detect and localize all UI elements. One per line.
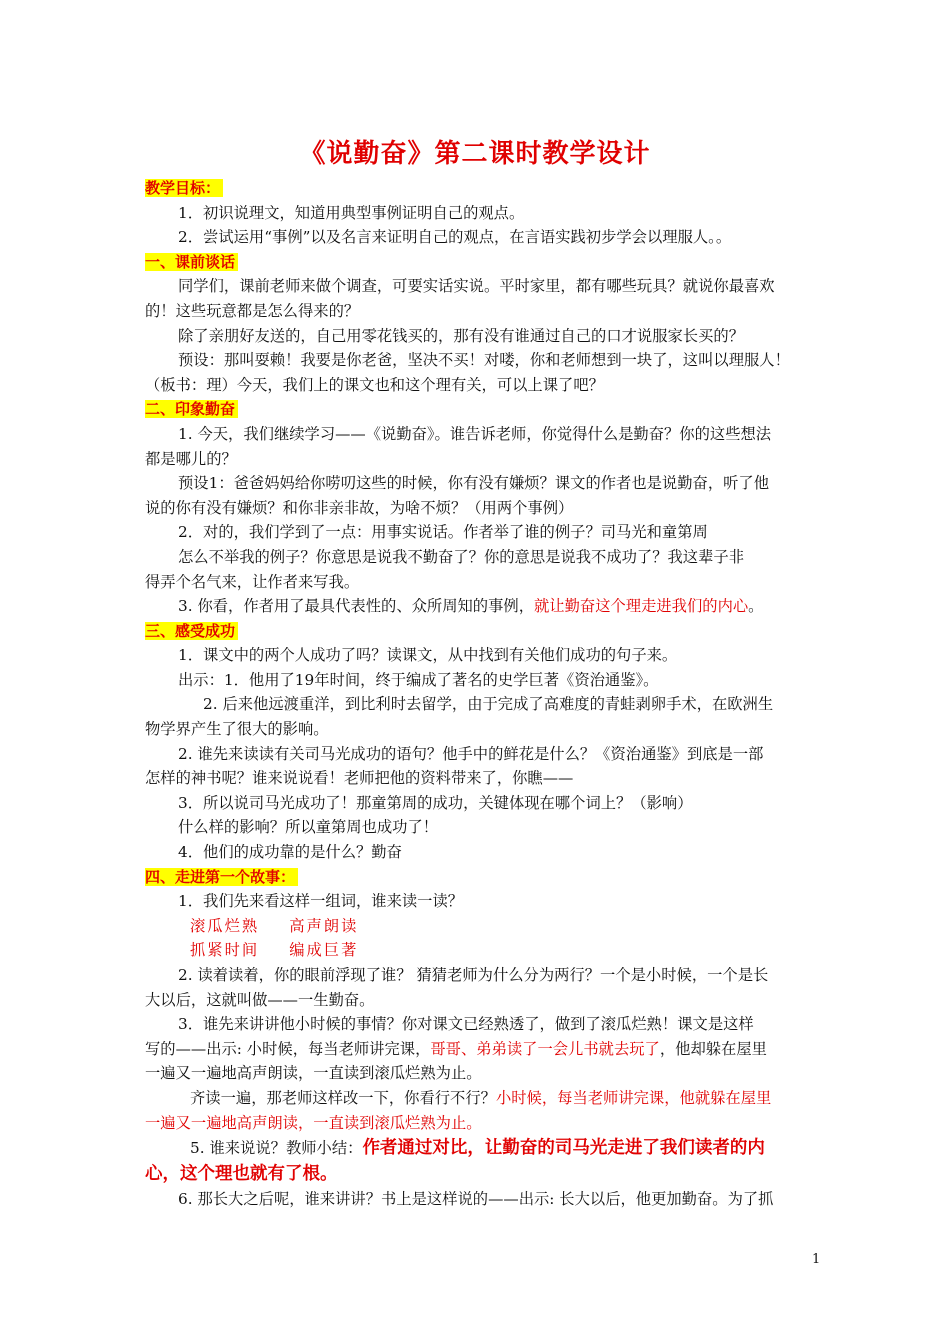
paragraph-line: 2. 后来他远渡重洋，到比利时去留学，由于完成了高难度的青蛙剥卵手术，在欧洲生 (203, 695, 774, 714)
vocab-word: 抓紧时间 (190, 941, 260, 960)
vocab-word: 滚瓜烂熟 (190, 916, 260, 935)
highlighted-phrase: 就让勤奋这个理走进我们的内心 (534, 597, 749, 616)
paragraph-line: 都是哪儿的？ (145, 449, 237, 468)
paragraph-line: 2. 谁先来读读有关司马光成功的语句？他手中的鲜花是什么？《资治通鉴》到底是一部 (178, 744, 764, 763)
section-heading-3: 三、感受成功 (145, 619, 813, 644)
paragraph-line: 3．所以说司马光成功了！那童第周的成功，关键体现在哪个词上？（影响） (178, 793, 693, 812)
highlighted-phrase: 小时候，每当老师讲完课，他就躲在屋里 (495, 1088, 772, 1107)
paragraph-line: 1. 今天，我们继续学习——《说勤奋》。谁告诉老师，你觉得什么是勤奋？你的这些想法 (178, 424, 772, 443)
paragraph-line: 预设1：爸爸妈妈给你唠叨这些的时候，你有没有嫌烦？课文的作者也是说勤奋，听了他 (178, 474, 770, 493)
paragraph-line: 一遍又一遍地高声朗读，一直读到滚瓜烂熟为止。 (145, 1064, 482, 1083)
document-title: 《说勤奋》第二课时教学设计 (299, 139, 651, 169)
highlighted-phrase: 哥哥、弟弟读了一会儿书就去玩了 (430, 1039, 660, 1058)
paragraph-line: 怎么不举我的例子？你意思是说我不勤奋了？你的意思是说我不成功了？我这辈子非 (178, 547, 744, 566)
section-heading-2: 二、印象勤奋 (145, 397, 813, 422)
document-body (145, 176, 813, 1212)
section-heading-4: 四、走进第一个故事： (145, 865, 813, 890)
paragraph-line: 预设：那叫耍赖！我要是你老爸，坚决不买！对喽，你和老师想到一块了，这叫以理服人！ (178, 351, 790, 370)
paragraph-line: 1．初识说理文，知道用典型事例证明自己的观点。 (178, 203, 525, 222)
paragraph-line (145, 1161, 813, 1187)
summary-phrase: 心，这个理也就有了根。 (145, 1164, 338, 1185)
section-heading-1: 一、课前谈话 (145, 250, 813, 275)
paragraph-line: 一遍又一遍地高声朗读，一直读到滚瓜烂熟为止。 (145, 1113, 482, 1132)
section-heading-goals: 教学目标： (145, 176, 813, 201)
paragraph-line: 什么样的影响？所以童第周也成功了！ (178, 818, 439, 837)
paragraph-line: 齐读一遍，那老师这样改一下，你看行不行？小时候，每当老师讲完课，他就躲在屋里 (190, 1088, 772, 1107)
paragraph-line: 3. 你看，作者用了最具代表性的、众所周知的事例，就让勤奋这个理走进我们的内心。 (178, 597, 764, 616)
vocab-row (145, 938, 813, 963)
paragraph-line: 说的你有没有嫌烦？和你非亲非故，为啥不烦？（用两个事例） (145, 498, 574, 517)
paragraph-line: 得弄个名气来，让作者来写我。 (145, 572, 360, 591)
paragraph-line: 2. 读着读着，你的眼前浮现了谁？ 猜猜老师为什么分为两行？一个是小时候，一个是长 (178, 966, 769, 984)
page-number: 1 (812, 1252, 821, 1267)
vocab-row (145, 914, 813, 939)
paragraph-line: 大以后，这就叫做——一生勤奋。 (145, 990, 375, 1009)
paragraph-line: 写的——出示: 小时候，每当老师讲完课，哥哥、弟弟读了一会儿书就去玩了，他却躲在屋里 (145, 1039, 767, 1058)
paragraph-line: 同学们，课前老师来做个调查，可要实话实说。平时家里，都有哪些玩具？就说你最喜欢 (178, 277, 775, 296)
paragraph-line: 出示：1．他用了19年时间，终于编成了著名的史学巨著《资治通鉴》。 (178, 670, 659, 689)
paragraph-line: 6. 那长大之后呢，谁来讲讲？书上是这样说的——出示: 长大以后，他更加勤奋。为了抓 (178, 1190, 774, 1209)
paragraph-line: 的！这些玩意都是怎么得来的？ (145, 301, 360, 320)
paragraph-line: 4．他们的成功靠的是什么？勤奋 (178, 843, 402, 862)
paragraph-line: 2．对的，我们学到了一点：用事实说话。作者举了谁的例子？司马光和童第周 (178, 523, 708, 542)
paragraph-line: （板书：理）今天，我们上的课文也和这个理有关，可以上课了吧？ (145, 375, 604, 394)
paragraph-line: 1．课文中的两个人成功了吗？读课文，从中找到有关他们成功的句子来。 (178, 646, 678, 665)
paragraph-line: 物学界产生了很大的影响。 (145, 720, 329, 739)
paragraph-line: 怎样的神书呢？谁来说说看！老师把他的资料带来了，你瞧—— (145, 769, 574, 788)
paragraph-line: 2．尝试运用“事例”以及名言来证明自己的观点，在言语实践初步学会以理服人。。 (178, 228, 732, 247)
paragraph-line: 1．我们先来看这样一组词，谁来读一读？ (178, 892, 464, 911)
paragraph-line: 除了亲朋好友送的，自己用零花钱买的，那有没有谁通过自己的口才说服家长买的？ (178, 326, 744, 345)
paragraph-line: 5. 谁来说说？教师小结：作者通过对比，让勤奋的司马光走进了我们读者的内 (190, 1138, 765, 1159)
vocab-word: 编成巨著 (289, 941, 359, 960)
vocab-word: 高声朗读 (289, 916, 359, 935)
summary-phrase: 作者通过对比，让勤奋的司马光走进了我们读者的内 (362, 1138, 765, 1159)
paragraph-line: 3．谁先来讲讲他小时候的事情？你对课文已经熟透了，做到了滚瓜烂熟！课文是这样 (178, 1015, 754, 1034)
